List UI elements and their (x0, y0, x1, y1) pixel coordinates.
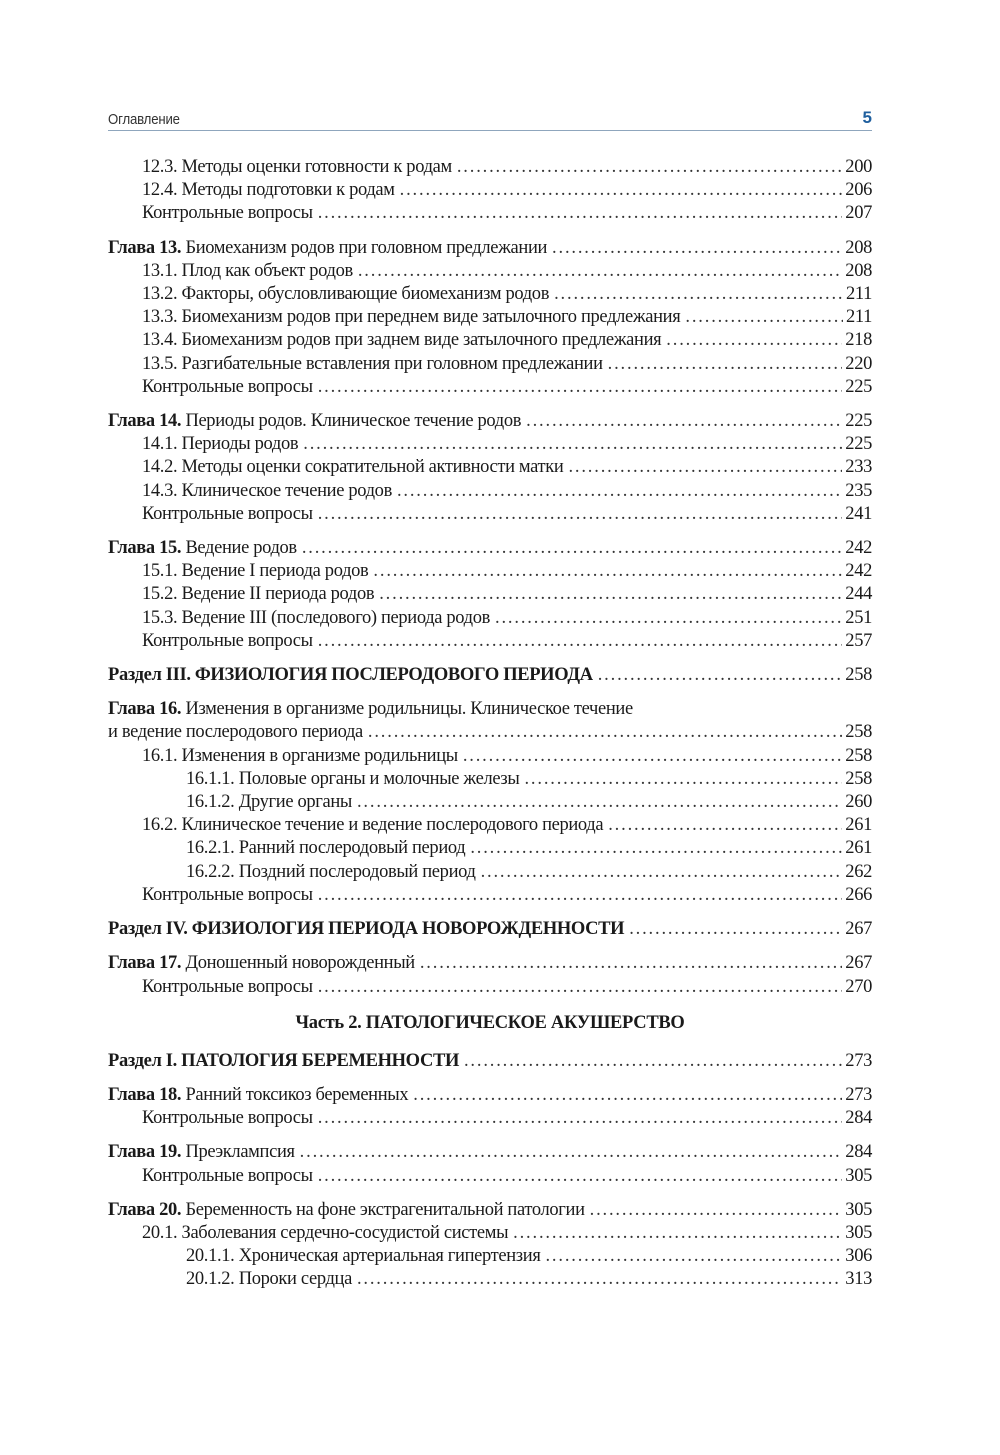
toc-entry-page: 208 (845, 237, 872, 258)
toc-chapter-14[interactable] (108, 410, 872, 433)
toc-entry[interactable] (108, 745, 872, 768)
toc-entry-title: 13.5. Разгибательные вставления при головном предлежании (142, 353, 603, 374)
toc-entry-page: 225 (845, 411, 872, 432)
dot-leader (318, 202, 843, 225)
toc-entry-title: Контрольные вопросы (142, 1165, 313, 1186)
page-number: 5 (862, 108, 872, 127)
dot-leader (397, 480, 842, 503)
toc-entry-page: 305 (845, 1165, 872, 1186)
chapter-title: Доношенный новорожденный (185, 953, 415, 974)
toc-section-3[interactable] (108, 664, 872, 687)
toc-entry[interactable] (108, 583, 872, 606)
dot-leader (568, 456, 842, 479)
toc-entry-title: Контрольные вопросы (142, 1108, 313, 1129)
toc-entry-title: 14.3. Клиническое течение родов (142, 480, 392, 501)
toc-entry-page: 251 (845, 607, 872, 628)
dot-leader (357, 791, 842, 814)
toc-entry-page: 306 (845, 1246, 872, 1267)
toc-page (108, 104, 872, 1303)
toc-chapter-20[interactable] (108, 1199, 872, 1222)
chapter-label: Глава 17. (108, 953, 182, 974)
toc-entry-title: 13.2. Факторы, обусловливающие биомеханизм родов (142, 284, 550, 305)
toc-entry-title: 20.1. Заболевания сердечно-сосудистой системы (142, 1222, 509, 1243)
toc-entry[interactable] (108, 456, 872, 479)
toc-entry-page: 258 (845, 768, 872, 789)
toc-entry[interactable] (108, 283, 872, 306)
dot-leader (358, 260, 842, 283)
toc-subentry[interactable] (108, 791, 872, 814)
toc-subentry[interactable] (108, 1245, 872, 1268)
dot-leader (513, 1222, 842, 1245)
toc-group-ch12-continued (108, 156, 872, 226)
toc-entry[interactable] (108, 260, 872, 283)
dot-leader (420, 952, 842, 975)
toc-entry-title: 13.3. Биомеханизм родов при переднем виде затылочного предлежания (142, 307, 681, 328)
toc-entry-page: 242 (845, 561, 872, 582)
chapter-label: Глава 15. (108, 538, 182, 559)
dot-leader (318, 1165, 843, 1188)
toc-group-ch13 (108, 237, 872, 399)
dot-leader (464, 1050, 842, 1073)
toc-entry-page: 258 (845, 665, 872, 686)
dot-leader (300, 1141, 843, 1164)
toc-entry[interactable] (108, 329, 872, 352)
toc-entry[interactable] (108, 1165, 872, 1188)
toc-entry[interactable] (108, 202, 872, 225)
toc-chapter-16-line2[interactable] (108, 721, 872, 744)
toc-entry[interactable] (108, 376, 872, 399)
toc-entry-page: 273 (845, 1050, 872, 1071)
toc-entry[interactable] (108, 179, 872, 202)
dot-leader (318, 503, 843, 526)
chapter-label: Глава 13. (108, 237, 182, 258)
chapter-label: Глава 16. (108, 699, 182, 720)
toc-entry-title: 15.3. Ведение III (последового) периода родов (142, 607, 491, 628)
dot-leader (400, 179, 843, 202)
toc-entry-page: 208 (845, 260, 872, 281)
toc-entry-page: 211 (845, 307, 872, 328)
part-heading: Часть 2. ПАТОЛОГИЧЕСКОЕ АКУШЕРСТВО (295, 1012, 685, 1033)
toc-section-1[interactable] (108, 1050, 872, 1073)
dot-leader (685, 306, 843, 329)
toc-entry-page: 305 (845, 1222, 872, 1243)
toc-group-section-3 (108, 664, 872, 687)
toc-chapter-18[interactable] (108, 1084, 872, 1107)
dot-leader (318, 976, 843, 999)
toc-chapter-19[interactable] (108, 1141, 872, 1164)
toc-entry-page: 225 (845, 434, 872, 455)
toc-group-ch17 (108, 952, 872, 998)
section-title: Раздел IV. ФИЗИОЛОГИЯ ПЕРИОДА НОВОРОЖДЕННОСТИ (108, 919, 625, 940)
dot-leader (413, 1084, 842, 1107)
toc-subentry[interactable] (108, 1268, 872, 1291)
chapter-title: Периоды родов. Клиническое течение родов (185, 411, 522, 432)
toc-entry[interactable] (108, 607, 872, 630)
dot-leader (545, 1245, 842, 1268)
toc-entry-title: 16.2.2. Поздний послеродовый период (186, 861, 476, 882)
toc-chapter-17[interactable] (108, 952, 872, 975)
toc-entry-title: Контрольные вопросы (142, 630, 313, 651)
toc-entry[interactable] (108, 480, 872, 503)
dot-leader (368, 721, 842, 744)
running-title: Оглавление (108, 111, 180, 128)
toc-entry-page: 262 (845, 861, 872, 882)
toc-entry-page: 273 (845, 1084, 872, 1105)
toc-entry-page: 284 (845, 1108, 872, 1129)
toc-entry[interactable] (108, 884, 872, 907)
toc-entry[interactable] (108, 503, 872, 526)
chapter-title: Беременность на фоне экстрагенитальной патологии (185, 1199, 585, 1220)
dot-leader (608, 814, 842, 837)
toc-entry-title: Контрольные вопросы (142, 503, 313, 524)
toc-entry-page: 267 (845, 919, 872, 940)
toc-entry-title: 14.1. Периоды родов (142, 434, 299, 455)
toc-entry-page: 261 (845, 838, 872, 859)
toc-entry-title: 20.1.1. Хроническая артериальная гипертензия (186, 1246, 541, 1267)
toc-entry-page: 261 (845, 815, 872, 836)
dot-leader (302, 537, 842, 560)
dot-leader (318, 376, 843, 399)
chapter-label: Глава 14. (108, 411, 182, 432)
section-title: Раздел III. ФИЗИОЛОГИЯ ПОСЛЕРОДОВОГО ПЕРИОДА (108, 665, 593, 686)
toc-entry-title: 14.2. Методы оценки сократительной активности матки (142, 457, 564, 478)
toc-entry-title: 12.3. Методы оценки готовности к родам (142, 157, 452, 177)
dot-leader (590, 1199, 843, 1222)
toc-entry-page: 220 (845, 353, 872, 374)
table-of-contents (108, 156, 872, 1292)
toc-entry-title: 16.1. Изменения в организме родильницы (142, 745, 458, 766)
toc-entry-page: 266 (845, 884, 872, 905)
toc-entry-page: 211 (845, 284, 872, 305)
toc-entry-page: 200 (845, 157, 872, 177)
dot-leader (629, 918, 842, 941)
toc-entry-page: 206 (845, 180, 872, 201)
toc-subentry[interactable] (108, 837, 872, 860)
chapter-title: Ранний токсикоз беременных (185, 1084, 409, 1105)
toc-entry-page: 233 (845, 457, 872, 478)
toc-entry-title: 13.4. Биомеханизм родов при заднем виде затылочного предлежания (142, 330, 662, 351)
chapter-title: Биомеханизм родов при головном предлежании (185, 237, 548, 258)
toc-entry-page: 257 (845, 630, 872, 651)
toc-entry[interactable] (108, 353, 872, 376)
toc-entry-page: 258 (845, 745, 872, 766)
dot-leader (526, 410, 842, 433)
toc-entry-title: Контрольные вопросы (142, 203, 313, 224)
running-header (108, 104, 872, 131)
toc-entry[interactable] (108, 1107, 872, 1130)
dot-leader (357, 1268, 842, 1291)
chapter-title: Преэклампсия (185, 1142, 295, 1163)
toc-entry[interactable] (108, 433, 872, 456)
toc-entry[interactable] (108, 630, 872, 653)
dot-leader (524, 768, 842, 791)
toc-group-section-4 (108, 918, 872, 941)
toc-entry-page: 241 (845, 503, 872, 524)
dot-leader (318, 884, 843, 907)
dot-leader (373, 560, 842, 583)
toc-entry-page: 267 (845, 953, 872, 974)
chapter-title: Изменения в организме родильницы. Клиническое течение (185, 699, 633, 720)
dot-leader (457, 156, 842, 179)
dot-leader (552, 237, 842, 260)
toc-entry[interactable] (108, 814, 872, 837)
toc-entry-page: 270 (845, 976, 872, 997)
chapter-title-continued: и ведение послеродового периода (108, 722, 363, 743)
section-title: Раздел I. ПАТОЛОГИЯ БЕРЕМЕННОСТИ (108, 1050, 459, 1071)
toc-entry-title: 15.2. Ведение II периода родов (142, 584, 375, 605)
toc-entry-title: 20.1.2. Пороки сердца (186, 1269, 352, 1290)
toc-entry-page: 242 (845, 538, 872, 559)
toc-subentry[interactable] (108, 768, 872, 791)
dot-leader (495, 607, 842, 630)
toc-subentry[interactable] (108, 861, 872, 884)
toc-entry-title: 16.2.1. Ранний послеродовый период (186, 838, 466, 859)
toc-group-ch16 (108, 698, 872, 907)
toc-entry-title: Контрольные вопросы (142, 884, 313, 905)
toc-entry-title: 12.4. Методы подготовки к родам (142, 180, 395, 201)
toc-entry[interactable] (108, 560, 872, 583)
toc-entry-title: 13.1. Плод как объект родов (142, 260, 353, 281)
toc-entry-page: 207 (845, 203, 872, 224)
toc-group-ch15 (108, 537, 872, 653)
dot-leader (481, 861, 843, 884)
dot-leader (608, 353, 843, 376)
toc-section-4[interactable] (108, 918, 872, 941)
dot-leader (666, 329, 842, 352)
toc-entry-title: Контрольные вопросы (142, 976, 313, 997)
dot-leader (303, 433, 842, 456)
dot-leader (470, 837, 842, 860)
toc-entry-page: 258 (845, 722, 872, 743)
toc-entry[interactable] (108, 1222, 872, 1245)
toc-chapter-16-line1[interactable] (108, 698, 872, 721)
toc-entry-page: 313 (845, 1269, 872, 1290)
toc-entry[interactable] (108, 156, 872, 179)
toc-entry-title: Контрольные вопросы (142, 376, 313, 397)
chapter-label: Глава 19. (108, 1142, 182, 1163)
dot-leader (598, 664, 843, 687)
chapter-label: Глава 20. (108, 1199, 182, 1220)
toc-entry-page: 244 (845, 584, 872, 605)
dot-leader (554, 283, 843, 306)
toc-group-ch18 (108, 1084, 872, 1130)
toc-entry[interactable] (108, 976, 872, 999)
toc-entry-page: 284 (845, 1142, 872, 1163)
toc-entry-title: 16.2. Клиническое течение и ведение послеродового периода (142, 815, 604, 836)
dot-leader (318, 630, 843, 653)
toc-group-section-1 (108, 1050, 872, 1073)
dot-leader (463, 745, 842, 768)
toc-entry-page: 235 (845, 480, 872, 501)
chapter-label: Глава 18. (108, 1084, 182, 1105)
toc-chapter-13[interactable] (108, 237, 872, 260)
toc-entry[interactable] (108, 306, 872, 329)
toc-group-ch14 (108, 410, 872, 526)
dot-leader (379, 583, 842, 606)
toc-entry-page: 260 (845, 792, 872, 813)
toc-entry-page: 218 (845, 330, 872, 351)
toc-group-ch20 (108, 1199, 872, 1292)
toc-entry-title: 16.1.1. Половые органы и молочные железы (186, 768, 520, 789)
toc-entry-page: 225 (845, 376, 872, 397)
toc-entry-title: 16.1.2. Другие органы (186, 792, 352, 813)
toc-entry-title: 15.1. Ведение I периода родов (142, 561, 369, 582)
toc-entry-page: 305 (845, 1199, 872, 1220)
chapter-title: Ведение родов (185, 538, 297, 559)
dot-leader (318, 1107, 843, 1130)
toc-chapter-15[interactable] (108, 537, 872, 560)
toc-group-ch19 (108, 1141, 872, 1187)
